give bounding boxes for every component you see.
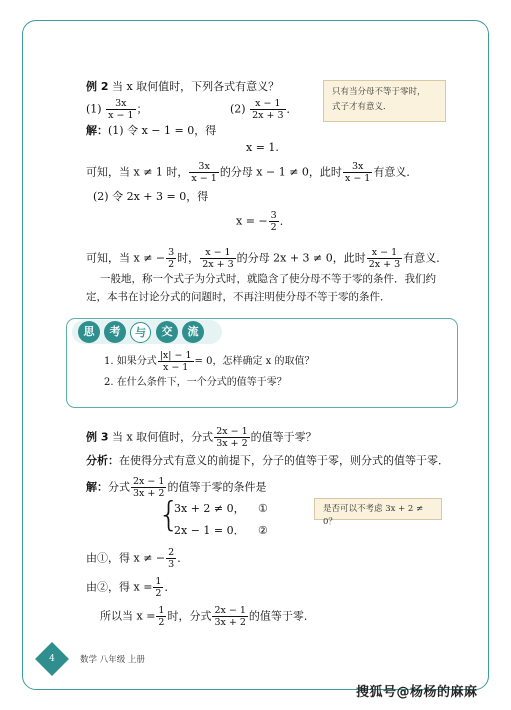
condition-1: 3x + 2 ≠ 0， xyxy=(174,502,245,515)
fraction xyxy=(367,247,402,270)
numerator: 3x xyxy=(343,161,372,173)
system-brace: { xyxy=(158,495,180,535)
watermark: 搜狐号@杨杨的麻麻 xyxy=(356,685,478,700)
numerator: 1 xyxy=(158,605,165,616)
condition-2-tag: ② xyxy=(258,524,268,537)
example2-question: 当 x 取何值时，下列各式有意义？ xyxy=(111,80,280,93)
condition-2: 2x − 1 = 0． xyxy=(174,524,245,537)
paragraph-line: 一般地，称一个式子为分式时，就隐含了使分母不等于零的条件．我们约 xyxy=(100,273,436,285)
think-question-2: 2. 在什么条件下，一个分式的值等于零？ xyxy=(104,377,287,388)
punct: ． xyxy=(164,580,176,594)
text: 所以当 x = xyxy=(100,609,156,623)
fraction xyxy=(269,210,279,233)
fraction xyxy=(156,605,166,628)
denominator: 2 xyxy=(155,588,162,599)
header-char: 考 xyxy=(104,321,126,343)
denominator: 2x + 3 xyxy=(252,110,284,121)
page-number: 4 xyxy=(49,654,55,664)
example3-label: 例 3 xyxy=(86,430,109,444)
condition-1-tag: ① xyxy=(258,502,268,515)
punct: ． xyxy=(286,102,298,116)
page-number-badge xyxy=(35,642,69,676)
text: = 0，怎样确定 x 的取值？ xyxy=(194,356,315,367)
fraction xyxy=(166,547,176,570)
text: 可知，当 x ≠ 1 时， xyxy=(86,165,189,179)
text: 有意义． xyxy=(403,251,448,265)
denominator: 2 xyxy=(168,259,175,270)
header-char: 流 xyxy=(182,321,204,343)
numerator: 2x − 1 xyxy=(133,476,165,487)
header-char: 与 xyxy=(130,322,151,343)
text: 时， xyxy=(177,251,200,265)
fraction xyxy=(166,247,176,270)
fraction xyxy=(158,350,194,373)
solution-label: 解： xyxy=(86,124,108,137)
text: 的值等于零？ xyxy=(250,430,317,444)
denominator: 3x + 2 xyxy=(133,488,165,499)
result-1 xyxy=(86,547,188,570)
numerator: 3 xyxy=(270,210,277,221)
numerator: |x| − 1 xyxy=(159,350,192,361)
solution-label: 解： xyxy=(86,480,108,494)
solution2-step2: (2) 令 2x + 3 = 0，得 xyxy=(93,190,209,203)
solution2-conclusion1 xyxy=(86,161,417,184)
analysis-label: 分析： xyxy=(86,454,119,467)
side-note-denominator xyxy=(323,80,446,122)
result-line xyxy=(236,210,291,233)
numerator: 2x − 1 xyxy=(214,605,246,616)
text: 的分母 2x + 3 ≠ 0，此时 xyxy=(236,251,366,265)
text: 的分母 x − 1 ≠ 0，此时 xyxy=(219,165,342,179)
denominator: 3x + 2 xyxy=(214,617,246,628)
example3-analysis xyxy=(86,454,449,468)
numerator: x − 1 xyxy=(250,98,285,110)
denominator: 2x + 3 xyxy=(368,259,401,270)
part2-label: (2) xyxy=(230,102,246,116)
numerator: 2x − 1 xyxy=(216,426,248,437)
text: 有意义． xyxy=(373,165,418,179)
text: 由①，得 x ≠ − xyxy=(86,551,166,565)
denominator: x − 1 xyxy=(162,362,189,373)
fraction xyxy=(189,161,218,184)
solution2-step1 xyxy=(86,124,216,138)
example2-label: 例 2 xyxy=(86,80,109,93)
fraction xyxy=(343,161,372,184)
text: 由②，得 x = xyxy=(86,580,153,594)
text: 时，分式 xyxy=(167,609,212,623)
text: 1. 如果分式 xyxy=(104,356,157,367)
note-line: 式子才有意义． xyxy=(332,102,392,112)
example2-part2 xyxy=(230,98,298,121)
punct: ． xyxy=(279,214,291,228)
numerator: 3x xyxy=(106,98,135,110)
example3-title xyxy=(86,426,317,449)
fraction xyxy=(214,426,249,449)
example2-part1 xyxy=(86,98,148,121)
denominator: x − 1 xyxy=(108,110,134,121)
denominator: x − 1 xyxy=(344,173,371,184)
denominator: 2 xyxy=(270,222,277,233)
header-char: 交 xyxy=(156,321,178,343)
numerator: 3x xyxy=(189,161,218,173)
book-title: 数学 八年级 上册 xyxy=(80,655,145,665)
numerator: 2 xyxy=(168,547,175,558)
example2-title xyxy=(86,80,279,94)
header-char: 思 xyxy=(78,321,100,343)
note-line: 只有当分母不等于零时， xyxy=(332,87,426,97)
text: 可知，当 x ≠ − xyxy=(86,251,166,265)
step-text: (1) 令 x − 1 = 0，得 xyxy=(108,124,217,137)
separator: ； xyxy=(136,102,148,116)
text: 的值等于零的条件是 xyxy=(167,480,267,494)
denominator: 3x + 2 xyxy=(216,438,248,449)
note-text: 是否可以不考虑 3x + 2 ≠ 0？ xyxy=(323,504,424,527)
numerator: 1 xyxy=(155,576,162,587)
fraction xyxy=(200,247,235,270)
fraction xyxy=(106,98,135,121)
text: 的值等于零． xyxy=(248,609,315,623)
fraction xyxy=(250,98,285,121)
result-line: x = 1. xyxy=(246,141,279,154)
result-2 xyxy=(86,576,175,599)
denominator: 2x + 3 xyxy=(202,259,234,270)
denominator: x − 1 xyxy=(191,173,217,184)
denominator: 2 xyxy=(158,617,165,628)
fraction xyxy=(212,605,247,628)
text: 当 x 取何值时，分式 xyxy=(111,430,214,444)
solution2-conclusion2 xyxy=(86,247,447,270)
think-question-1 xyxy=(104,350,314,373)
text: 分式 xyxy=(108,480,130,494)
part1-label: (1) xyxy=(86,102,102,116)
numerator: 3 xyxy=(168,247,175,258)
numerator: x − 1 xyxy=(367,247,402,259)
numerator: x − 1 xyxy=(200,247,235,259)
punct: ． xyxy=(177,551,189,565)
denominator: 3 xyxy=(168,559,175,570)
final-conclusion xyxy=(100,605,315,628)
text: x = − xyxy=(236,214,268,228)
side-note-question xyxy=(314,498,442,527)
paragraph-line: 定，本书在讨论分式的问题时，不再注明使分母不等于零的条件． xyxy=(86,291,391,303)
fraction xyxy=(153,576,163,599)
analysis-text: 在使得分式有意义的前提下，分子的值等于零，则分式的值等于零． xyxy=(119,454,449,467)
